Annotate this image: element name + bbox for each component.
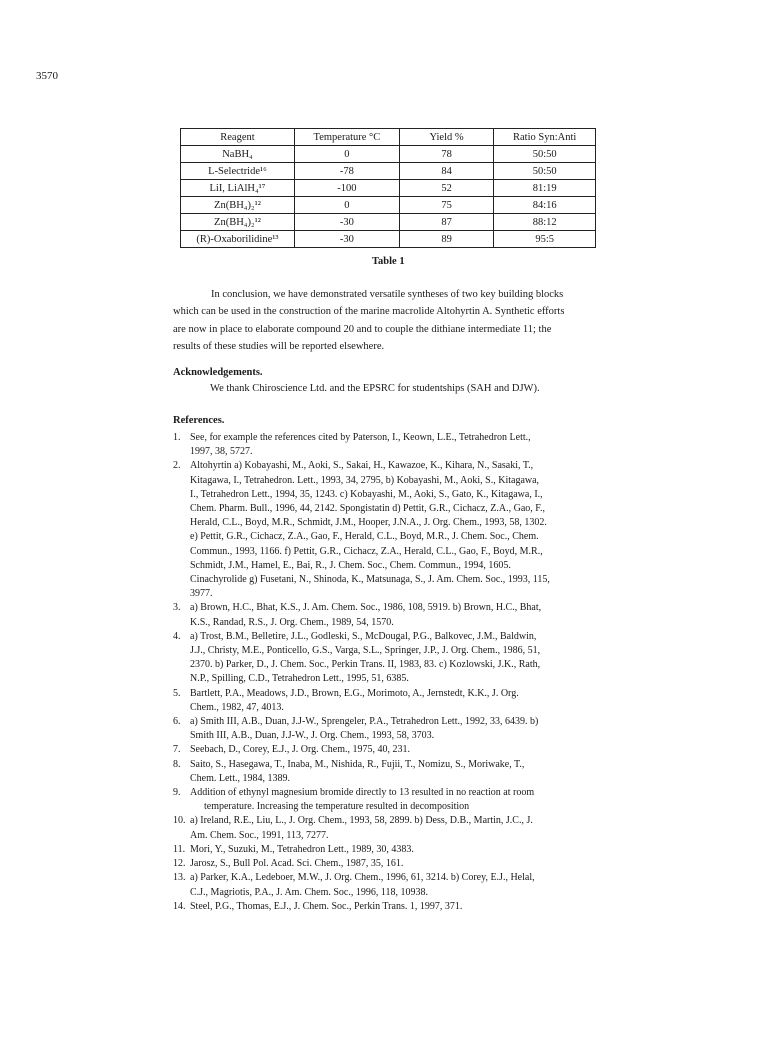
table-header-cell: Temperature °C: [294, 129, 399, 146]
reference-line: Smith III, A.B., Duan, J.J-W., J. Org. Chem., 1993, 58, 3703.: [190, 730, 435, 742]
table-cell: 0: [294, 197, 399, 214]
acknowledgements-text: We thank Chiroscience Ltd. and the EPSRC for studentships (SAH and DJW).: [210, 383, 540, 394]
table-row: [181, 214, 596, 231]
reference-item: [173, 601, 609, 629]
paragraph-line: results of these studies will be reported elsewhere.: [173, 341, 385, 353]
table-cell: -30: [294, 231, 399, 248]
reference-line: I., Tetrahedron Lett., 1994, 35, 1243. c) Kobayashi, M., Aoki, S., Gato, K., Kitagawa, I.,: [190, 488, 543, 500]
reference-line: a) Parker, K.A., Ledeboer, M.W., J. Org. Chem., 1996, 61, 3214. b) Corey, E.J., Helal,: [190, 872, 535, 884]
page-number: 3570: [36, 70, 58, 82]
table-cell: (R)-Oxaborilidine¹³: [181, 231, 295, 248]
reference-line: Mori, Y., Suzuki, M., Tetrahedron Lett., 1989, 30, 4383.: [190, 843, 414, 855]
reference-line: Chem. Lett., 1984, 1389.: [190, 772, 290, 784]
reference-line: 1997, 38, 5727.: [190, 446, 253, 458]
table-row: [181, 163, 596, 180]
reference-number: 13.: [173, 872, 186, 884]
reference-line: Chem., 1982, 47, 4013.: [190, 701, 284, 713]
reference-line: J.J., Christy, M.E., Ponticello, G.S., Varga, S.L., Springer, J.P., J. Org. Chem., 1986, 51,: [190, 645, 541, 657]
table-header-cell: Ratio Syn:Anti: [494, 129, 596, 146]
table-cell: 52: [399, 180, 493, 197]
reference-line: Am. Chem. Soc., 1991, 113, 7277.: [190, 829, 329, 841]
reference-line: Steel, P.G., Thomas, E.J., J. Chem. Soc., Perkin Trans. 1, 1997, 371.: [190, 900, 463, 912]
results-table: [180, 128, 596, 248]
reference-line: a) Smith III, A.B., Duan, J.J-W., Sprengeler, P.A., Tetrahedron Lett., 1992, 33, 6439. b): [190, 716, 539, 728]
reference-number: 2.: [173, 460, 181, 472]
table-row: [181, 197, 596, 214]
table-row: [181, 146, 596, 163]
reference-number: 6.: [173, 716, 181, 728]
reference-line: Schmidt, J.M., Hamel, E., Bai, R., J. Chem. Soc., Chem. Commun., 1994, 1605.: [190, 559, 511, 571]
reference-line: Kitagawa, I., Tetrahedron. Lett., 1993, 34, 2795, b) Kobayashi, M., Aoki, S., Kitagawa,: [190, 474, 540, 486]
reference-number: 9.: [173, 787, 181, 799]
reference-line: Seebach, D., Corey, E.J., J. Org. Chem., 1975, 40, 231.: [190, 744, 410, 756]
references-list: [173, 431, 609, 914]
reference-item: [173, 758, 609, 786]
reference-line: a) Trost, B.M., Belletire, J.L., Godleski, S., McDougal, P.G., Balkovec, J.M., Baldwin,: [190, 630, 537, 642]
table-caption: Table 1: [372, 256, 405, 267]
reference-item: [173, 687, 609, 715]
reference-line: C.J., Magriotis, P.A., J. Am. Chem. Soc., 1996, 118, 10938.: [190, 886, 428, 898]
reference-item: [173, 459, 609, 601]
acknowledgements-heading: Acknowledgements.: [173, 367, 263, 378]
reference-item: [173, 814, 609, 842]
table-cell: 89: [399, 231, 493, 248]
reference-number: 8.: [173, 758, 181, 770]
reference-line: Addition of ethynyl magnesium bromide directly to 13 resulted in no reaction at room: [190, 787, 535, 799]
reference-line: Commun., 1993, 1166. f) Pettit, G.R., Cichacz, Z.A., Herald, C.L., Gao, F., Boyd, M.R.,: [190, 545, 543, 557]
table-cell: 78: [399, 146, 493, 163]
reference-item: [173, 743, 609, 757]
reference-number: 1.: [173, 432, 181, 443]
table-row: [181, 231, 596, 248]
reference-line: a) Ireland, R.E., Liu, L., J. Org. Chem., 1993, 58, 2899. b) Dess, D.B., Martin, J.C., J.: [190, 815, 533, 827]
reference-line: K.S., Randad, R.S., J. Org. Chem., 1989, 54, 1570.: [190, 616, 394, 628]
reference-number: 10.: [173, 815, 186, 827]
reference-number: 4.: [173, 630, 181, 642]
table-cell: Zn(BH₄)₂¹²: [181, 197, 295, 214]
table-header-cell: Yield %: [399, 129, 493, 146]
paragraph-line: are now in place to elaborate compound 20 and to couple the dithiane intermediate 11; the: [173, 323, 552, 335]
reference-line: Cinachyrolide g) Fusetani, N., Shinoda, K., Matsunaga, S., J. Am. Chem. Soc., 1993, 115,: [190, 574, 550, 586]
references-heading: References.: [173, 415, 225, 426]
reference-line: Herald, C.L., Boyd, M.R., Schmidt, J.M., Hooper, J.N.A., J. Org. Chem., 1993, 58, 1302.: [190, 517, 547, 529]
table-cell: -100: [294, 180, 399, 197]
reference-number: 7.: [173, 744, 181, 756]
table-cell: Zn(BH₄)₂¹²: [181, 214, 295, 231]
reference-line: Chem. Pharm. Bull., 1996, 44, 2142. Spongistatin d) Pettit, G.R., Cichacz, Z.A., Gao, F.,: [190, 503, 546, 515]
reference-item: [173, 715, 609, 743]
reference-line: 3977.: [190, 588, 213, 600]
reference-item: [173, 630, 609, 687]
table-cell: 88:12: [494, 214, 596, 231]
table-cell: 0: [294, 146, 399, 163]
reference-item: [173, 843, 609, 857]
table-cell: 50:50: [494, 146, 596, 163]
table-cell: -30: [294, 214, 399, 231]
table-cell: 75: [399, 197, 493, 214]
table-header-cell: Reagent: [181, 129, 295, 146]
reference-line: Bartlett, P.A., Meadows, J.D., Brown, E.G., Morimoto, A., Jernstedt, K.K., J. Org.: [190, 687, 519, 699]
reference-line: 2370. b) Parker, D., J. Chem. Soc., Perkin Trans. II, 1983, 83. c) Kozlowski, J.K., Rath,: [190, 659, 541, 671]
reference-line: Altohyrtin a) Kobayashi, M., Aoki, S., Sakai, H., Kawazoe, K., Kihara, N., Sasaki, T.,: [190, 460, 534, 472]
conclusion-paragraph: [173, 286, 599, 356]
table-cell: 84:16: [494, 197, 596, 214]
table-cell: NaBH₄: [181, 146, 295, 163]
reference-line: Jarosz, S., Bull Pol. Acad. Sci. Chem., 1987, 35, 161.: [190, 858, 404, 870]
paragraph-line: which can be used in the construction of the marine macrolide Altohyrtin A. Synthetic efforts: [173, 306, 565, 318]
table-cell: 87: [399, 214, 493, 231]
paragraph-line: In conclusion, we have demonstrated versatile syntheses of two key building blocks: [211, 289, 564, 300]
reference-line: e) Pettit, G.R., Cichacz, Z.A., Gao, F., Herald, C.L., Boyd, M.R., J. Chem. Soc., Chem.: [190, 531, 539, 543]
reference-item: [173, 900, 609, 914]
reference-number: 11.: [173, 843, 186, 855]
reference-line: See, for example the references cited by Paterson, I., Keown, L.E., Tetrahedron Lett.,: [190, 432, 531, 443]
reference-number: 14.: [173, 900, 186, 912]
table-cell: LiI, LiAlH₄¹⁷: [181, 180, 295, 197]
reference-line: a) Brown, H.C., Bhat, K.S., J. Am. Chem. Soc., 1986, 108, 5919. b) Brown, H.C., Bhat,: [190, 602, 542, 614]
reference-number: 3.: [173, 602, 181, 614]
table-header-row: [181, 129, 596, 146]
reference-line: N.P., Spilling, C.D., Tetrahedron Lett., 1995, 51, 6385.: [190, 673, 409, 685]
table-cell: 95:5: [494, 231, 596, 248]
table-cell: L-Selectride¹⁶: [181, 163, 295, 180]
reference-item: [173, 786, 609, 814]
reference-number: 5.: [173, 687, 181, 699]
table-cell: 50:50: [494, 163, 596, 180]
table-cell: 81:19: [494, 180, 596, 197]
table-cell: -78: [294, 163, 399, 180]
reference-item: [173, 857, 609, 871]
reference-item: [173, 871, 609, 899]
table-cell: 84: [399, 163, 493, 180]
reference-line: Saito, S., Hasegawa, T., Inaba, M., Nishida, R., Fujii, T., Nomizu, S., Moriwake, T.,: [190, 758, 525, 770]
reference-item: [173, 431, 609, 459]
table-row: [181, 180, 596, 197]
reference-number: 12.: [173, 858, 186, 870]
reference-line: temperature. Increasing the temperature resulted in decomposition: [204, 801, 470, 813]
